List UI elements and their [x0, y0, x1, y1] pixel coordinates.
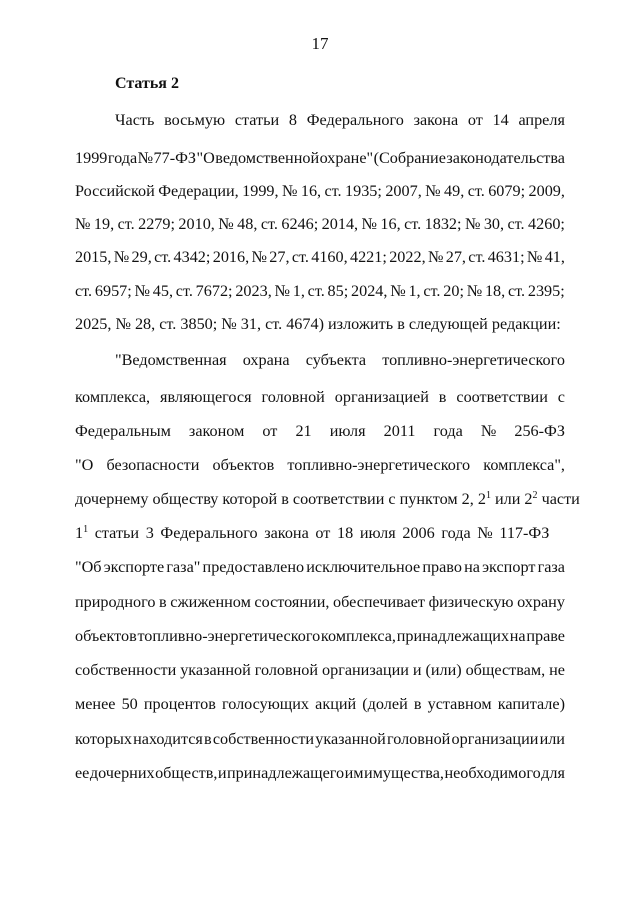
word: сжиженном [170, 593, 251, 611]
word: Российской [75, 182, 155, 200]
word: дочерних [89, 764, 155, 782]
word: 50 [121, 695, 138, 713]
word: уставном [427, 695, 492, 713]
word: физическую [428, 593, 514, 611]
text-line [75, 729, 565, 749]
word: состоянии, [254, 593, 330, 611]
superscript: 1 [83, 524, 89, 535]
word: № [464, 215, 481, 233]
word: ст. [260, 215, 278, 233]
word: 29, [131, 248, 152, 266]
word: право [422, 558, 462, 576]
text-line [75, 660, 565, 680]
word: головной [386, 730, 451, 748]
word: ст. [467, 182, 485, 200]
word: газа [537, 558, 565, 576]
text-line [75, 421, 565, 441]
text-line [115, 110, 565, 130]
article-heading: Статья 2 [115, 75, 179, 92]
word: являющегося [160, 388, 252, 406]
word: принадлежащих [396, 627, 510, 645]
word: ст. [507, 215, 525, 233]
word: № [218, 215, 234, 233]
word: года [107, 149, 138, 167]
text-line [75, 626, 565, 646]
word: с [557, 388, 565, 406]
word: или [539, 730, 565, 748]
text-fragment: или 2 [490, 490, 533, 508]
word: ст. [423, 282, 441, 300]
word: № [480, 422, 497, 440]
text-line: 2025, № 28, ст. 3850; № 31, ст. 4674) изложить в следующей редакции: [75, 315, 561, 333]
word: организацией [334, 388, 429, 406]
word: ст. [468, 248, 486, 266]
word: 2023, [235, 282, 272, 300]
word: № [75, 215, 91, 233]
word: от [467, 111, 483, 129]
word: процентов [143, 695, 216, 713]
text-fragment: дочернему обществу которой в соответствии с пунктом 2, 2 [75, 490, 486, 508]
text-line [75, 694, 565, 714]
word: 27, [269, 248, 290, 266]
word: № [137, 149, 154, 167]
word: 20; [443, 282, 464, 300]
word: "Ведомственная [115, 351, 227, 369]
word: ст. [307, 282, 325, 300]
word: 7672; [195, 282, 233, 300]
word: указанной [180, 661, 251, 679]
word: ст. [507, 282, 526, 300]
word: 2007, [385, 182, 422, 200]
word: ст. [154, 248, 172, 266]
word: от [262, 422, 278, 440]
text-line [115, 350, 565, 370]
word: 6957; [94, 282, 132, 300]
word: для [541, 764, 565, 782]
word: на [464, 558, 480, 576]
word: 1, [408, 282, 421, 300]
word: 48, [237, 215, 258, 233]
word: головной [261, 388, 325, 406]
word: 77-ФЗ [153, 149, 197, 167]
word: "О [196, 149, 215, 167]
word: в [204, 730, 212, 748]
word: 21 [295, 422, 312, 440]
word: 2024, [351, 282, 388, 300]
word: 1999 [75, 149, 108, 167]
word: указанной [315, 730, 386, 748]
word: № [466, 282, 483, 300]
word: предоставлено [202, 558, 305, 576]
word: организации [451, 730, 539, 748]
word: 14 [492, 111, 509, 129]
page-number: 17 [311, 34, 329, 53]
word: 4342; [173, 248, 211, 266]
word: ст. [75, 282, 93, 300]
text-fragment: статьи 3 Федерального закона от 18 июля 2006 года № 117-ФЗ [88, 524, 550, 542]
word: Часть [115, 111, 155, 129]
word: ст. [324, 182, 342, 200]
word: 4260; [528, 215, 565, 233]
word: закона [413, 111, 459, 129]
word: 41, [544, 248, 565, 266]
word: № [425, 182, 441, 200]
word: 6079; [488, 182, 526, 200]
word: 1935; [345, 182, 382, 200]
word: головной [254, 661, 319, 679]
word: 2016, [212, 248, 250, 266]
word: 4221; [349, 248, 387, 266]
text-line [75, 489, 580, 509]
word: комплекса, [75, 388, 151, 406]
word: статьи [234, 111, 280, 129]
word: 49, [444, 182, 465, 200]
word: № [113, 248, 130, 266]
word: 2009, [528, 182, 565, 200]
text-line [75, 557, 565, 577]
word: природного [75, 593, 156, 611]
word: имущества, [364, 764, 444, 782]
word: экспорте [103, 558, 165, 576]
word: находится [133, 730, 203, 748]
word: соответствии [456, 388, 548, 406]
word: (Собрание [373, 149, 446, 167]
word: которых [75, 730, 132, 748]
word: 2014, [321, 215, 359, 233]
word: № [361, 215, 377, 233]
word: организации [322, 661, 409, 679]
word: № [134, 282, 150, 300]
word: менее [75, 695, 116, 713]
word: 1832; [424, 215, 462, 233]
word: ст. [117, 215, 135, 233]
word: субъекта [305, 351, 367, 369]
word: Федерального [306, 111, 404, 129]
word: необходимого [444, 764, 541, 782]
word: собственности [212, 730, 315, 748]
word: и [412, 661, 422, 679]
word: капитале) [497, 695, 565, 713]
word: № [251, 248, 267, 266]
word: № [274, 282, 290, 300]
text-line [75, 214, 565, 234]
word: № [526, 248, 543, 266]
word: праве [526, 627, 565, 645]
word: собственности [75, 661, 177, 679]
word: охране" [319, 149, 374, 167]
word: 85; [327, 282, 349, 300]
word: 4631; [487, 248, 525, 266]
word: топливно-энергетического [137, 627, 321, 645]
text-line [75, 523, 565, 543]
word: 45, [152, 282, 173, 300]
text-line [75, 148, 565, 168]
word: исключительное [306, 558, 421, 576]
superscript: 2 [532, 490, 538, 501]
word: (или) [425, 661, 462, 679]
text-line [75, 455, 565, 475]
word: 30, [483, 215, 505, 233]
word: обществ, [155, 764, 218, 782]
word: ст. [291, 248, 309, 266]
word: ее [75, 764, 90, 782]
word: восьмую [164, 111, 226, 129]
word: "О [75, 456, 94, 474]
word: Федеральным [75, 422, 171, 440]
word: 2015, [75, 248, 112, 266]
word: ст. [404, 215, 422, 233]
word: охрану [517, 593, 565, 611]
word: № [427, 248, 444, 266]
word: 2011 [383, 422, 416, 440]
word: в [159, 593, 167, 611]
word: акций [315, 695, 357, 713]
word: топливно-энергетического [287, 456, 471, 474]
word: Федерации, [158, 182, 239, 200]
word: 6246; [281, 215, 319, 233]
word: 18, [484, 282, 506, 300]
text-fragment: 1 [75, 524, 84, 542]
word: 2010, [178, 215, 215, 233]
word: 256-ФЗ [514, 422, 565, 440]
word: объектов [212, 456, 275, 474]
word: 16, [300, 182, 322, 200]
word: в [438, 388, 447, 406]
text-line [75, 181, 565, 201]
word: комплекса, [320, 627, 396, 645]
word: безопасности [106, 456, 200, 474]
text-line [75, 763, 565, 783]
word: 8 [288, 111, 297, 129]
word: 2279; [138, 215, 175, 233]
text-line [75, 592, 565, 612]
word: в [413, 695, 422, 713]
word: № [281, 182, 298, 200]
word: комплекса", [483, 456, 565, 474]
word: 1, [292, 282, 305, 300]
word: охрана [242, 351, 290, 369]
word: 2022, [389, 248, 426, 266]
word: "Об [75, 558, 102, 576]
word: июля [329, 422, 366, 440]
word: 27, [445, 248, 466, 266]
word: им [344, 764, 364, 782]
word: 16, [380, 215, 401, 233]
text-line [75, 387, 565, 407]
word: законом [188, 422, 245, 440]
text-line [75, 247, 565, 267]
word: (долей [362, 695, 408, 713]
word: обществам, [465, 661, 546, 679]
word: ст. [175, 282, 193, 300]
text-fragment: части [537, 490, 580, 508]
word: года [433, 422, 463, 440]
word: экспорт [482, 558, 536, 576]
word: топливно-энергетического [382, 351, 565, 369]
word: законодательства [446, 149, 565, 167]
word: объектов [75, 627, 137, 645]
word: ведомственной [215, 149, 320, 167]
word: 4160, [311, 248, 348, 266]
superscript: 1 [485, 490, 491, 501]
word: апреля [518, 111, 565, 129]
word: на [509, 627, 526, 645]
word: принадлежащего [227, 764, 345, 782]
word: газа" [166, 558, 201, 576]
text-line [75, 281, 565, 301]
word: голосующих [221, 695, 310, 713]
word: № [390, 282, 406, 300]
word: обеспечивает [332, 593, 425, 611]
word: и [217, 764, 227, 782]
word: 2395; [527, 282, 565, 300]
word: 1999, [242, 182, 279, 200]
word: 19, [93, 215, 115, 233]
word: не [549, 661, 565, 679]
